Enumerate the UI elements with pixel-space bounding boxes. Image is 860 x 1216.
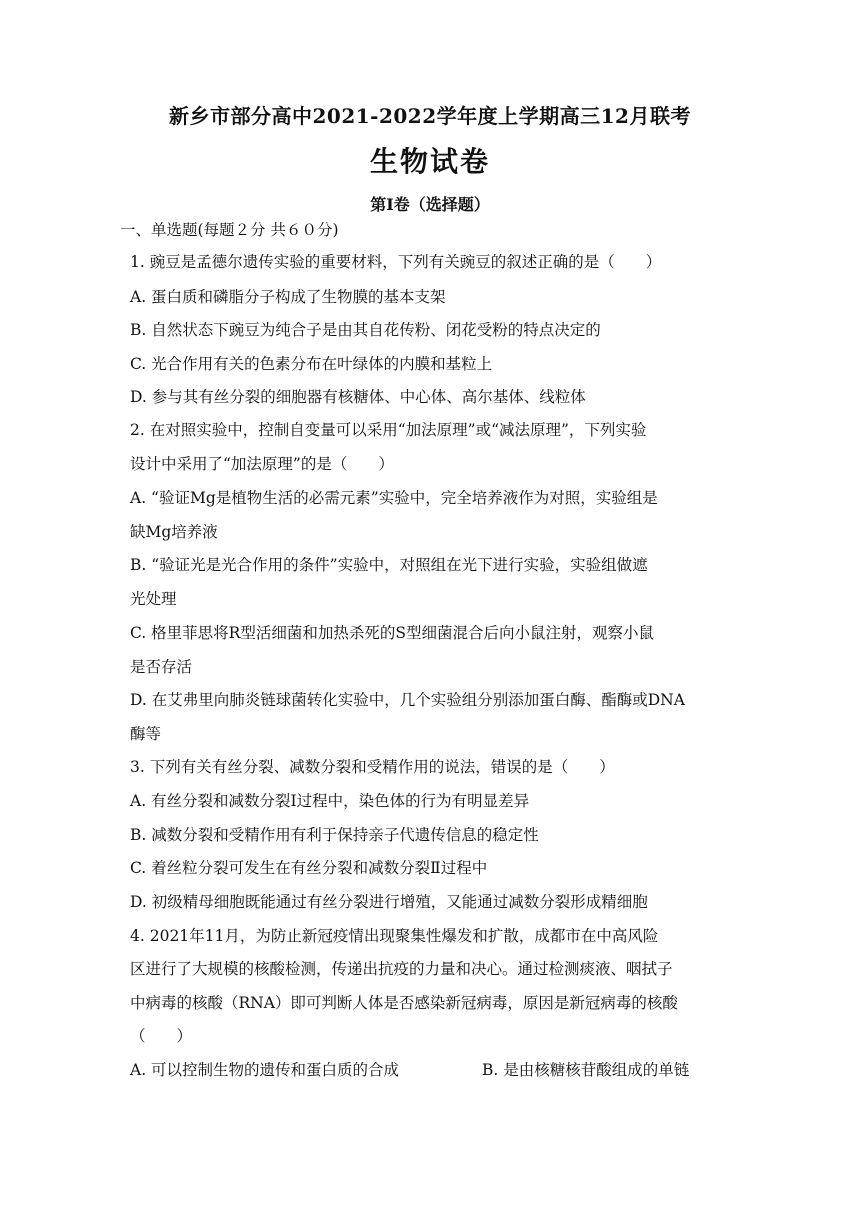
question-line: D. 初级精母细胞既能通过有丝分裂进行增殖，又能通过减数分裂形成精细胞	[130, 893, 648, 911]
option-a: A. 可以控制生物的遗传和蛋白质的合成	[130, 1061, 400, 1079]
question-line: D. 参与其有丝分裂的细胞器有核糖体、中心体、高尔基体、线粒体	[130, 388, 586, 406]
part-heading: 第Ⅰ卷（选择题）	[370, 195, 490, 214]
question-line: B. 减数分裂和受精作用有利于保持亲子代遗传信息的稳定性	[130, 826, 539, 844]
question-line: 中病毒的核酸（RNA）即可判断人体是否感染新冠病毒，原因是新冠病毒的核酸	[130, 994, 678, 1012]
question-line: 设计中采用了“加法原理”的是（ ）	[130, 455, 394, 473]
question-line: 区进行了大规模的核酸检测，传递出抗疫的力量和决心。通过检测痰液、咽拭子	[130, 960, 673, 978]
question-line: D. 在艾弗里向肺炎链球菌转化实验中，几个实验组分别添加蛋白酶、酯酶或DNA	[130, 691, 685, 709]
question-line: 2. 在对照实验中，控制自变量可以采用“加法原理”或“减法原理”，下列实验	[130, 421, 647, 439]
question-line: 1. 豌豆是孟德尔遗传实验的重要材料，下列有关豌豆的叙述正确的是（ ）	[130, 253, 662, 271]
question-line: C. 着丝粒分裂可发生在有丝分裂和减数分裂Ⅱ过程中	[130, 859, 488, 877]
question-line: A. 蛋白质和磷脂分子构成了生物膜的基本支架	[130, 288, 446, 306]
question-line: 缺Mg培养液	[130, 523, 218, 541]
question-line: 3. 下列有关有丝分裂、减数分裂和受精作用的说法，错误的是（ ）	[130, 758, 615, 776]
question-line: B. 自然状态下豌豆为纯合子是由其自花传粉、闭花受粉的特点决定的	[130, 321, 601, 339]
question-line: （ ）	[130, 1027, 193, 1045]
question-line: A. 有丝分裂和减数分裂Ⅰ过程中，染色体的行为有明显差异	[130, 792, 530, 810]
section-heading: 一、单选题(每题２分 共６０分)	[120, 221, 339, 239]
question-line: C. 格里菲思将R型活细菌和加热杀死的S型细菌混合后向小鼠注射，观察小鼠	[130, 624, 654, 642]
exam-title: 新乡市部分高中2021-2022学年度上学期高三12月联考	[169, 104, 691, 128]
question-line: 是否存活	[130, 658, 193, 676]
exam-subtitle: 生物试卷	[369, 145, 490, 178]
question-line: 4. 2021年11月，为防止新冠疫情出现聚集性爆发和扩散，成都市在中高风险	[130, 927, 659, 945]
options-row	[130, 1058, 730, 1080]
question-line: C. 光合作用有关的色素分布在叶绿体的内膜和基粒上	[130, 355, 493, 373]
question-line: 酶等	[130, 725, 162, 743]
question-line: B. “验证光是光合作用的条件”实验中，对照组在光下进行实验，实验组做遮	[130, 556, 648, 574]
question-line: A. “验证Mg是植物生活的必需元素”实验中，完全培养液作为对照，实验组是	[130, 489, 658, 507]
question-line: 光处理	[130, 590, 177, 608]
option-b: B. 是由核糖核苷酸组成的单链	[482, 1061, 690, 1079]
